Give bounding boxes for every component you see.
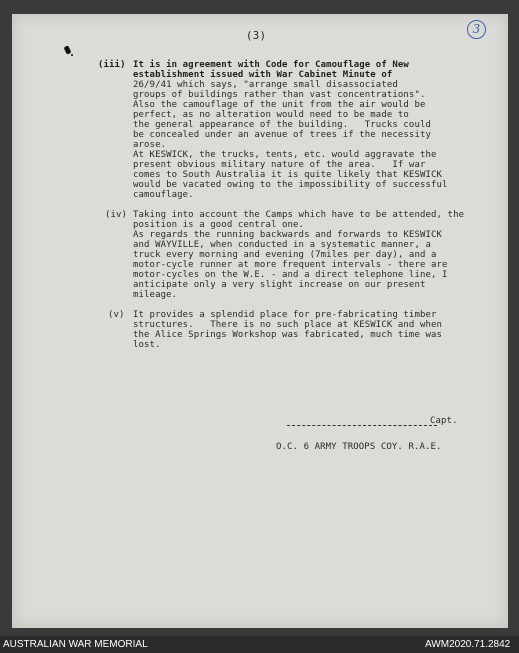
item-iv-line: mileage. xyxy=(133,290,178,300)
archive-number-circle: 3 xyxy=(467,20,486,39)
ink-dot-icon xyxy=(71,54,73,56)
item-iii-line: Also the camouflage of the unit from the air would be xyxy=(133,100,426,110)
signature-designation: O.C. 6 ARMY TROOPS COY. R.A.E. xyxy=(276,442,442,452)
item-v-line: It provides a splendid place for pre-fabricating timber xyxy=(133,310,437,320)
item-numeral-v: (v) xyxy=(108,310,125,320)
item-iv-line: As regards the running backwards and forwards to KESWICK xyxy=(133,230,443,240)
item-iii-line: At KESWICK, the trucks, tents, etc. would aggravate the xyxy=(133,150,437,160)
item-iii-line: 26/9/41 which says, "arrange small disassociated xyxy=(133,80,398,90)
item-iv-line: truck every morning and evening (7miles per day), and a xyxy=(133,250,437,260)
item-iii-line: camouflage. xyxy=(133,190,194,200)
page-number: (3) xyxy=(246,30,267,42)
item-iii-line: It is in agreement with Code for Camouflage of New xyxy=(133,60,409,70)
item-iii-line: establishment issued with War Cabinet Minute of xyxy=(133,70,393,80)
item-iii-line: comes to South Australia it is quite likely that KESWICK xyxy=(133,170,443,180)
document-page xyxy=(12,14,508,628)
item-iii-line: the general appearance of the building. Trucks could xyxy=(133,120,431,130)
item-iii-line: arose. xyxy=(133,140,167,150)
item-numeral-iv: (iv) xyxy=(105,210,128,220)
signature-line xyxy=(287,425,437,426)
item-iii-line: be concealed under an avenue of trees if the necessity xyxy=(133,130,431,140)
item-v-line: structures. There is no such place at KESWICK and when xyxy=(133,320,443,330)
item-iii-line: perfect, as no alteration would need to be made to xyxy=(133,110,409,120)
item-iv-line: Taking into account the Camps which have to be attended, the xyxy=(133,210,465,220)
item-iv-line: anticipate only a very slight increase on our present xyxy=(133,280,426,290)
item-iii-line: groups of buildings rather than vast concentrations". xyxy=(133,90,426,100)
ink-mark-icon xyxy=(64,45,72,54)
item-iv-line: position is a good central one. xyxy=(133,220,305,230)
item-iii-line: present obvious military nature of the area. If war xyxy=(133,160,426,170)
item-iv-line: and WAYVILLE, when conducted in a systematic manner, a xyxy=(133,240,431,250)
footer-accession-number: AWM2020.71.2842 xyxy=(425,639,511,650)
item-iii-line: would be vacated owing to the impossibility of successful xyxy=(133,180,448,190)
item-iv-line: motor-cycle runner at more frequent intervals - there are xyxy=(133,260,448,270)
item-numeral-iii: (iii) xyxy=(98,60,126,70)
item-v-line: lost. xyxy=(133,340,161,350)
footer-institution: AUSTRALIAN WAR MEMORIAL xyxy=(3,639,148,650)
item-v-line: the Alice Springs Workshop was fabricated, much time was xyxy=(133,330,443,340)
signature-rank: Capt. xyxy=(430,416,458,426)
item-iv-line: motor-cycles on the W.E. - and a direct telephone line, I xyxy=(133,270,448,280)
